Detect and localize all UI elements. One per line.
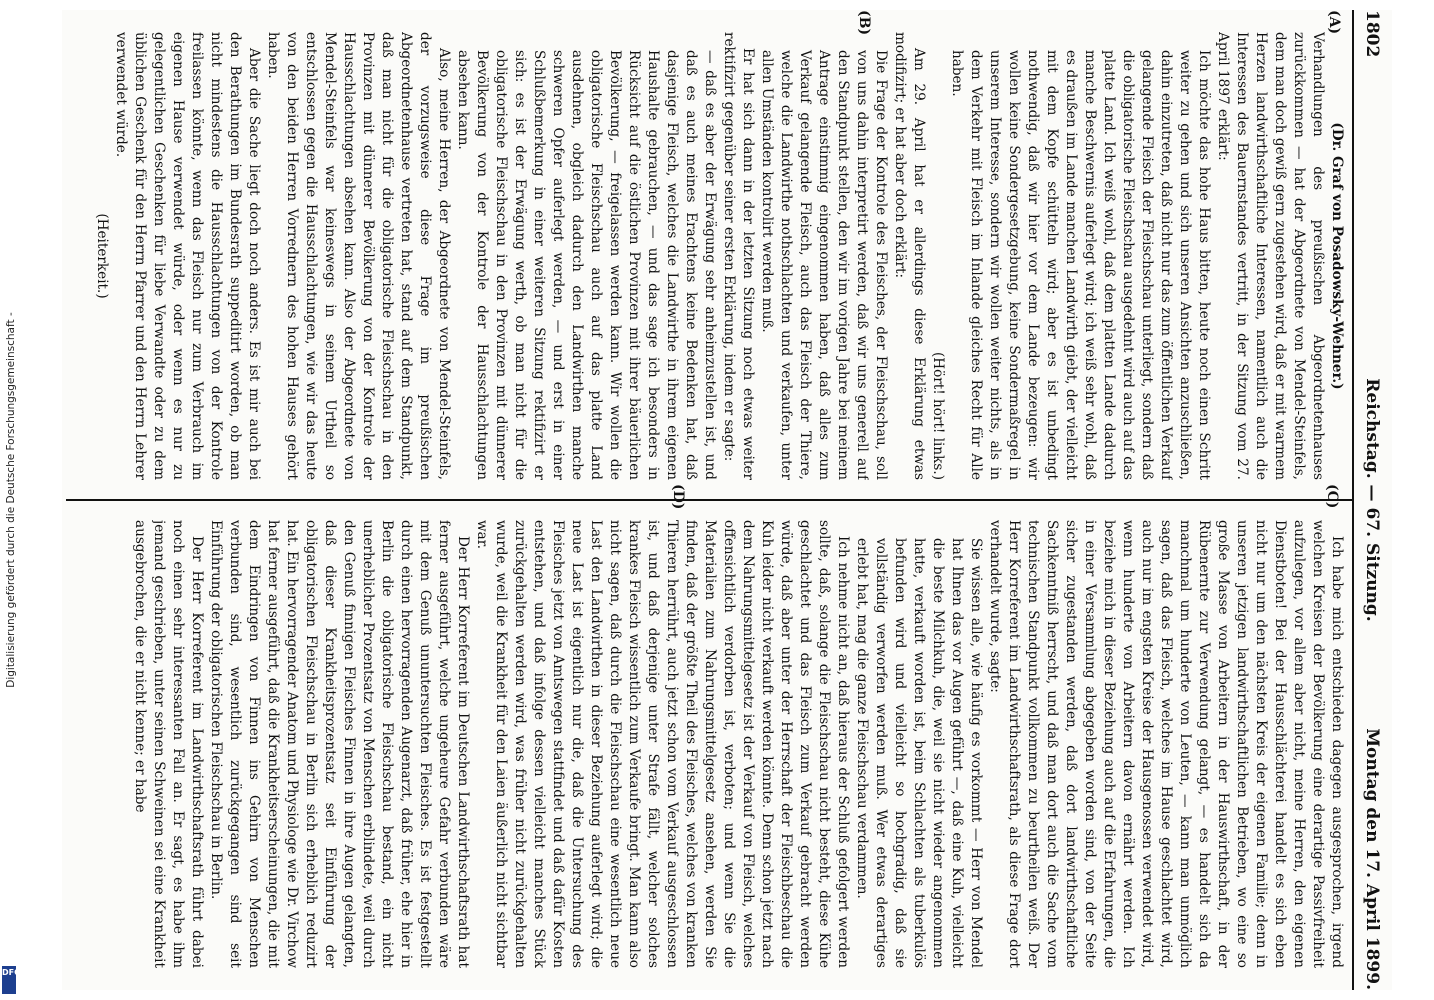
paragraph: Aber die Sache liegt doch noch anders. Es ist mir auch bei den Berathungen im Bundesrath suppeditirt worden, ob man nicht mindestens die Hausschlachtungen von der Kontrole freilassen könnte, wenn das Fleisch nur zum Verbrauch im eigenen Hause verwendet würde, oder wenn es nur zu gelegentlichen Geschenken für liebe Verwandte oder zu dem üblichen Geschenk für den Herrn Pfarrer und den Herrn Lehrer verwendet würde. (113, 32, 262, 480)
footer-text: Digitalisierung gefördert durch die Deutsche Forschungsgemeinschaft - (5, 312, 17, 688)
rotated-page (62, 10, 1392, 990)
paragraph: Ich habe mich entschieden dagegen ausgesprochen, irgend welchen Kreisen der Bevölkerung eine derartige Passivfreiheit aufzulegen, vor allem aber nicht, meine Herren, den eigenen Dienstboten! Bei der Hausschlächterei handelt es sich eben nicht nur um den nächsten Kreis der eigenen Familie; denn in unseren jetzigen landwirthschaftlichen Betrieben, wo eine so große Masse von Arbeitern in der Hauswirthschaft, in der Rübenernte zur Verwendung gelangt, — es handelt sich da manchmal um hunderte von Leuten, — kann man unmöglich sagen, daß das Fleisch, welches im Hause geschlachtet wird, auch nur im engsten Kreise der Hausgenossen verwendet wird, wenn hunderte von Arbeitern davon ernährt werden. Ich beziehe mich in dieser Beziehung auch auf die Erfahrungen, die in einer Versammlung abgegeben worden sind, von der Seite sicher zugestanden werden, daß dort landwirthschaftliche Sachkenntniß herrscht, und daß man dort auch die Sache vom technischen Standpunkt vollkommen zu beurtheilen weiß. Der Herr Korreferent im Landwirthschaftsrath, als diese Frage dort verhandelt wurde, sagte: (987, 520, 1345, 968)
digitization-footer (2, 0, 20, 1000)
paragraph: Also, meine Herren, der Abgeordnete von Mendel-Steinfels, der vorzugsweise diese Frage im preußischen Abgeordnetenhause vertreten hat, stand auf dem Standpunkt, daß man nicht für die obligatorische Fleischschau in den Provinzen mit dünnerer Bevölkerung von der Kontrole der Hausschlachtungen absehen kann. Also der Abgeordnete von Mendel-Steinfels war keineswegs in seinem Urtheil so entschlossen gegen die Hausschlachtungen, wie wir das heute von den beiden Herren Vorrednern des hohen Hauses gehört haben. (265, 32, 452, 480)
page-header (1356, 10, 1382, 990)
interjection: (Hört! hört! links.) (930, 351, 946, 480)
column-divider (66, 499, 1352, 501)
paragraph: Der Herr Korreferent im Landwirthschaftsrath führt dabei noch einen sehr interessanten Fall an. Er sagt, es habe ihm jemand geschrieben, unter seinen Schweinen sei eine Krankheit ausgebrochen, die er nicht kenne; er habe (132, 520, 205, 968)
dfg-logo-icon: DFG (2, 966, 16, 994)
paragraph: Am 29. April hat er allerdings diese Erklärung etwas modifizirt; er hat aber doch erklärt: (892, 32, 927, 480)
closing-interjection: (Heiterkeit.) (94, 213, 110, 299)
quote-paragraph: Die Frage der Kontrole des Fleisches, der Fleischschau, soll von uns dahin interpretirt werden, daß wir uns generell auf den Standpunkt stellen, den wir im vorigen Jahre bei meinem Antrage einstimmig eingenommen haben, daß alles zum Verkauf gelangende Fleisch, auch das Fleisch der Thiere, welche die Landwirthe nothschlachten und verkaufen, unter allen Umständen kontrolirt werden muß. (759, 50, 889, 480)
right-column (68, 520, 1346, 968)
paragraph: Er hat sich dann in der letzten Sitzung noch etwas weiter rektifizirt gegenüber seiner ersten Erklärung, indem er sagte: (721, 32, 756, 480)
header-date: Montag den 17. April 1899. (1362, 728, 1382, 990)
paragraph: Verhandlungen des preußischen Abgeordnetenhauses zurückkommen — hat der Abgeordnete von Mendel-Steinfels, dem man doch gewiß gern zugestehen wird, daß er mit warmem Herzen landwirthschaftliche Interessen, namentlich auch die Interessen des Bauernstandes vertritt, in der Sitzung vom 27. April 1897 erklärt: (1215, 32, 1326, 480)
paragraph: Ich nehme nicht an, daß hieraus der Schluß gefolgert werden sollte, daß, solange die Fleischschau nicht besteht, diese Kühe geschlachtet und das Fleisch zum Verkauf gebracht werden würde, daß aber unter der Herrschaft der Fleischbeschau die Kuh leider nicht verkauft werden könnte. Denn schon jetzt nach dem Nahrungsmittelgesetz ist der Verkauf von Fleisch, welches offensichtlich verdorben ist, verboten; und wenn Sie die Materialien zum Nahrungsmittelgesetz ansehen, werden Sie finden, daß der größte Theil des Fleisches, welches von kranken Thieren herrührt, auch jetzt schon vom Verkauf ausgeschlossen ist, und daß derjenige unter Strafe fällt, welcher solches krankes Fleisch wissentlich zum Verkaufe bringt. Man kann also nicht sagen, daß durch die Fleischschau eine wesentlich neue Last den Landwirthen in dieser Beziehung auferlegt wird; die neue Last ist eigentlich nur die, daß die Untersuchung des Fleisches jetzt von Amtswegen stattfindet und daß dafür Kosten entstehen, und daß infolge dessen vielleicht manches Stück zurückgehalten werden wird, was früher nicht zurückgehalten wurde, weil die Krankheit für den Laien äußerlich nicht sichtbar war. (474, 520, 851, 968)
quote-paragraph: Ich möchte das hohe Haus bitten, heute noch einen Schritt weiter zu gehen und sich unseren Ansichten anzuschließen, dahin einzutreten, daß nicht nur das zum öffentlichen Verkauf gelangende Fleisch der Fleischschau unterliegt, sondern daß die obligatorische Fleischschau ausgedehnt wird auch auf das platte Land. Ich weiß wohl, daß dem platten Lande dadurch manche Beschwernis auferlegt wird; ich weiß sehr wohl, daß es draußen im Lande manchen Landwirth giebt, der vielleicht mit dem Kopfe schütteln wird; aber es ist unbedingt nothwendig, daß wir hier vor dem Lande bezeugen: wir wollen keine Sondergesetzgebung, keine Sondermaßregel in unserem Interesse, sondern wir wollen weiter nichts, als in dem Verkehr mit Fleisch im Inlande gleiches Recht für Alle haben. (949, 50, 1212, 480)
paragraph: Der Herr Korreferent im Deutschen Landwirthschaftsrath hat ferner ausgeführt, welche ungeheure Gefahr verbunden wäre mit dem Genuß ununtersuchten Fleisches. Es ist festgestellt durch einen hervorragenden Augenarzt, daß früher, ehe hier in Berlin die obligatorische Fleischschau bestand, ein nicht unerheblicher Prozentsatz von Menschen erblindete, weil durch den Genuß finnigen Fleisches Finnen in ihre Augen gelangten, daß dieser Krankheitsprozentsatz seit Einführung der obligatorischen Fleischschau in Berlin sich erheblich reduzirt hat. Ein hervorragender Anatom und Physiologe wie Dr. Virchow hat ferner ausgeführt, daß die Krankheitserscheinungen, die mit dem Eindringen von Finnen ins Gehirn von Menschen verbunden sind, wesentlich zurückgegangen sind seit Einführung der obligatorischen Fleischschau in Berlin. (208, 520, 471, 968)
quote-paragraph: — daß es aber der Erwägung sehr anheimzustellen ist, und daß es auch meines Erachtens keine Bedenken hat, daß dasjenige Fleisch, welches die Landwirthe in ihrem eigenen Haushalte gebrauchen, — und das sage ich besonders in Rücksicht auf die östlichen Provinzen mit ihrer bäuerlichen Bevölkerung, — freigelassen werden kann. Wir wollen die obligatorische Fleischschau auch auf das platte Land ausdehnen, obgleich dadurch den Landwirthen manche schweren Opfer auferlegt werden, — und erst in einer Schlußbemerkung in einer weiteren Sitzung rektifizirt er sich: es ist der Erwägung werth, ob man nicht für die obligatorische Fleischschau in den Provinzen mit dünnerer Bevölkerung von der Kontrole der Hausschlachtungen absehen kann. (455, 50, 718, 480)
margin-mark-b: (B) (856, 10, 872, 36)
margin-mark-d: (D) (670, 484, 686, 510)
margin-mark-a: (A) (1326, 10, 1342, 35)
quote-paragraph: Sie wissen alle, wie häufig es vorkommt — Herr von Mendel hat Ihnen das vor Augen geführt —, daß eine Kuh, vielleicht die beste Milchkuh, die, weil sie nicht wieder angenommen hatte, verkauft worden ist, beim Schlachten als tuberkulös befunden wird und vielleicht so hochgradig, daß sie vollständig verworfen werden muß. Wer etwas derartiges erlebt hat, mag die ganze Fleischschau verdammen. (854, 538, 984, 968)
header-rule (1352, 10, 1354, 990)
left-column (68, 32, 1346, 480)
margin-mark-c: (C) (1324, 484, 1340, 509)
speaker-name: (Dr. Graf von Posadowsky-Wehner.) (1329, 122, 1345, 390)
page-number: 1802 (1362, 10, 1382, 58)
header-title: Reichstag. — 67. Sitzung. (1362, 378, 1382, 622)
